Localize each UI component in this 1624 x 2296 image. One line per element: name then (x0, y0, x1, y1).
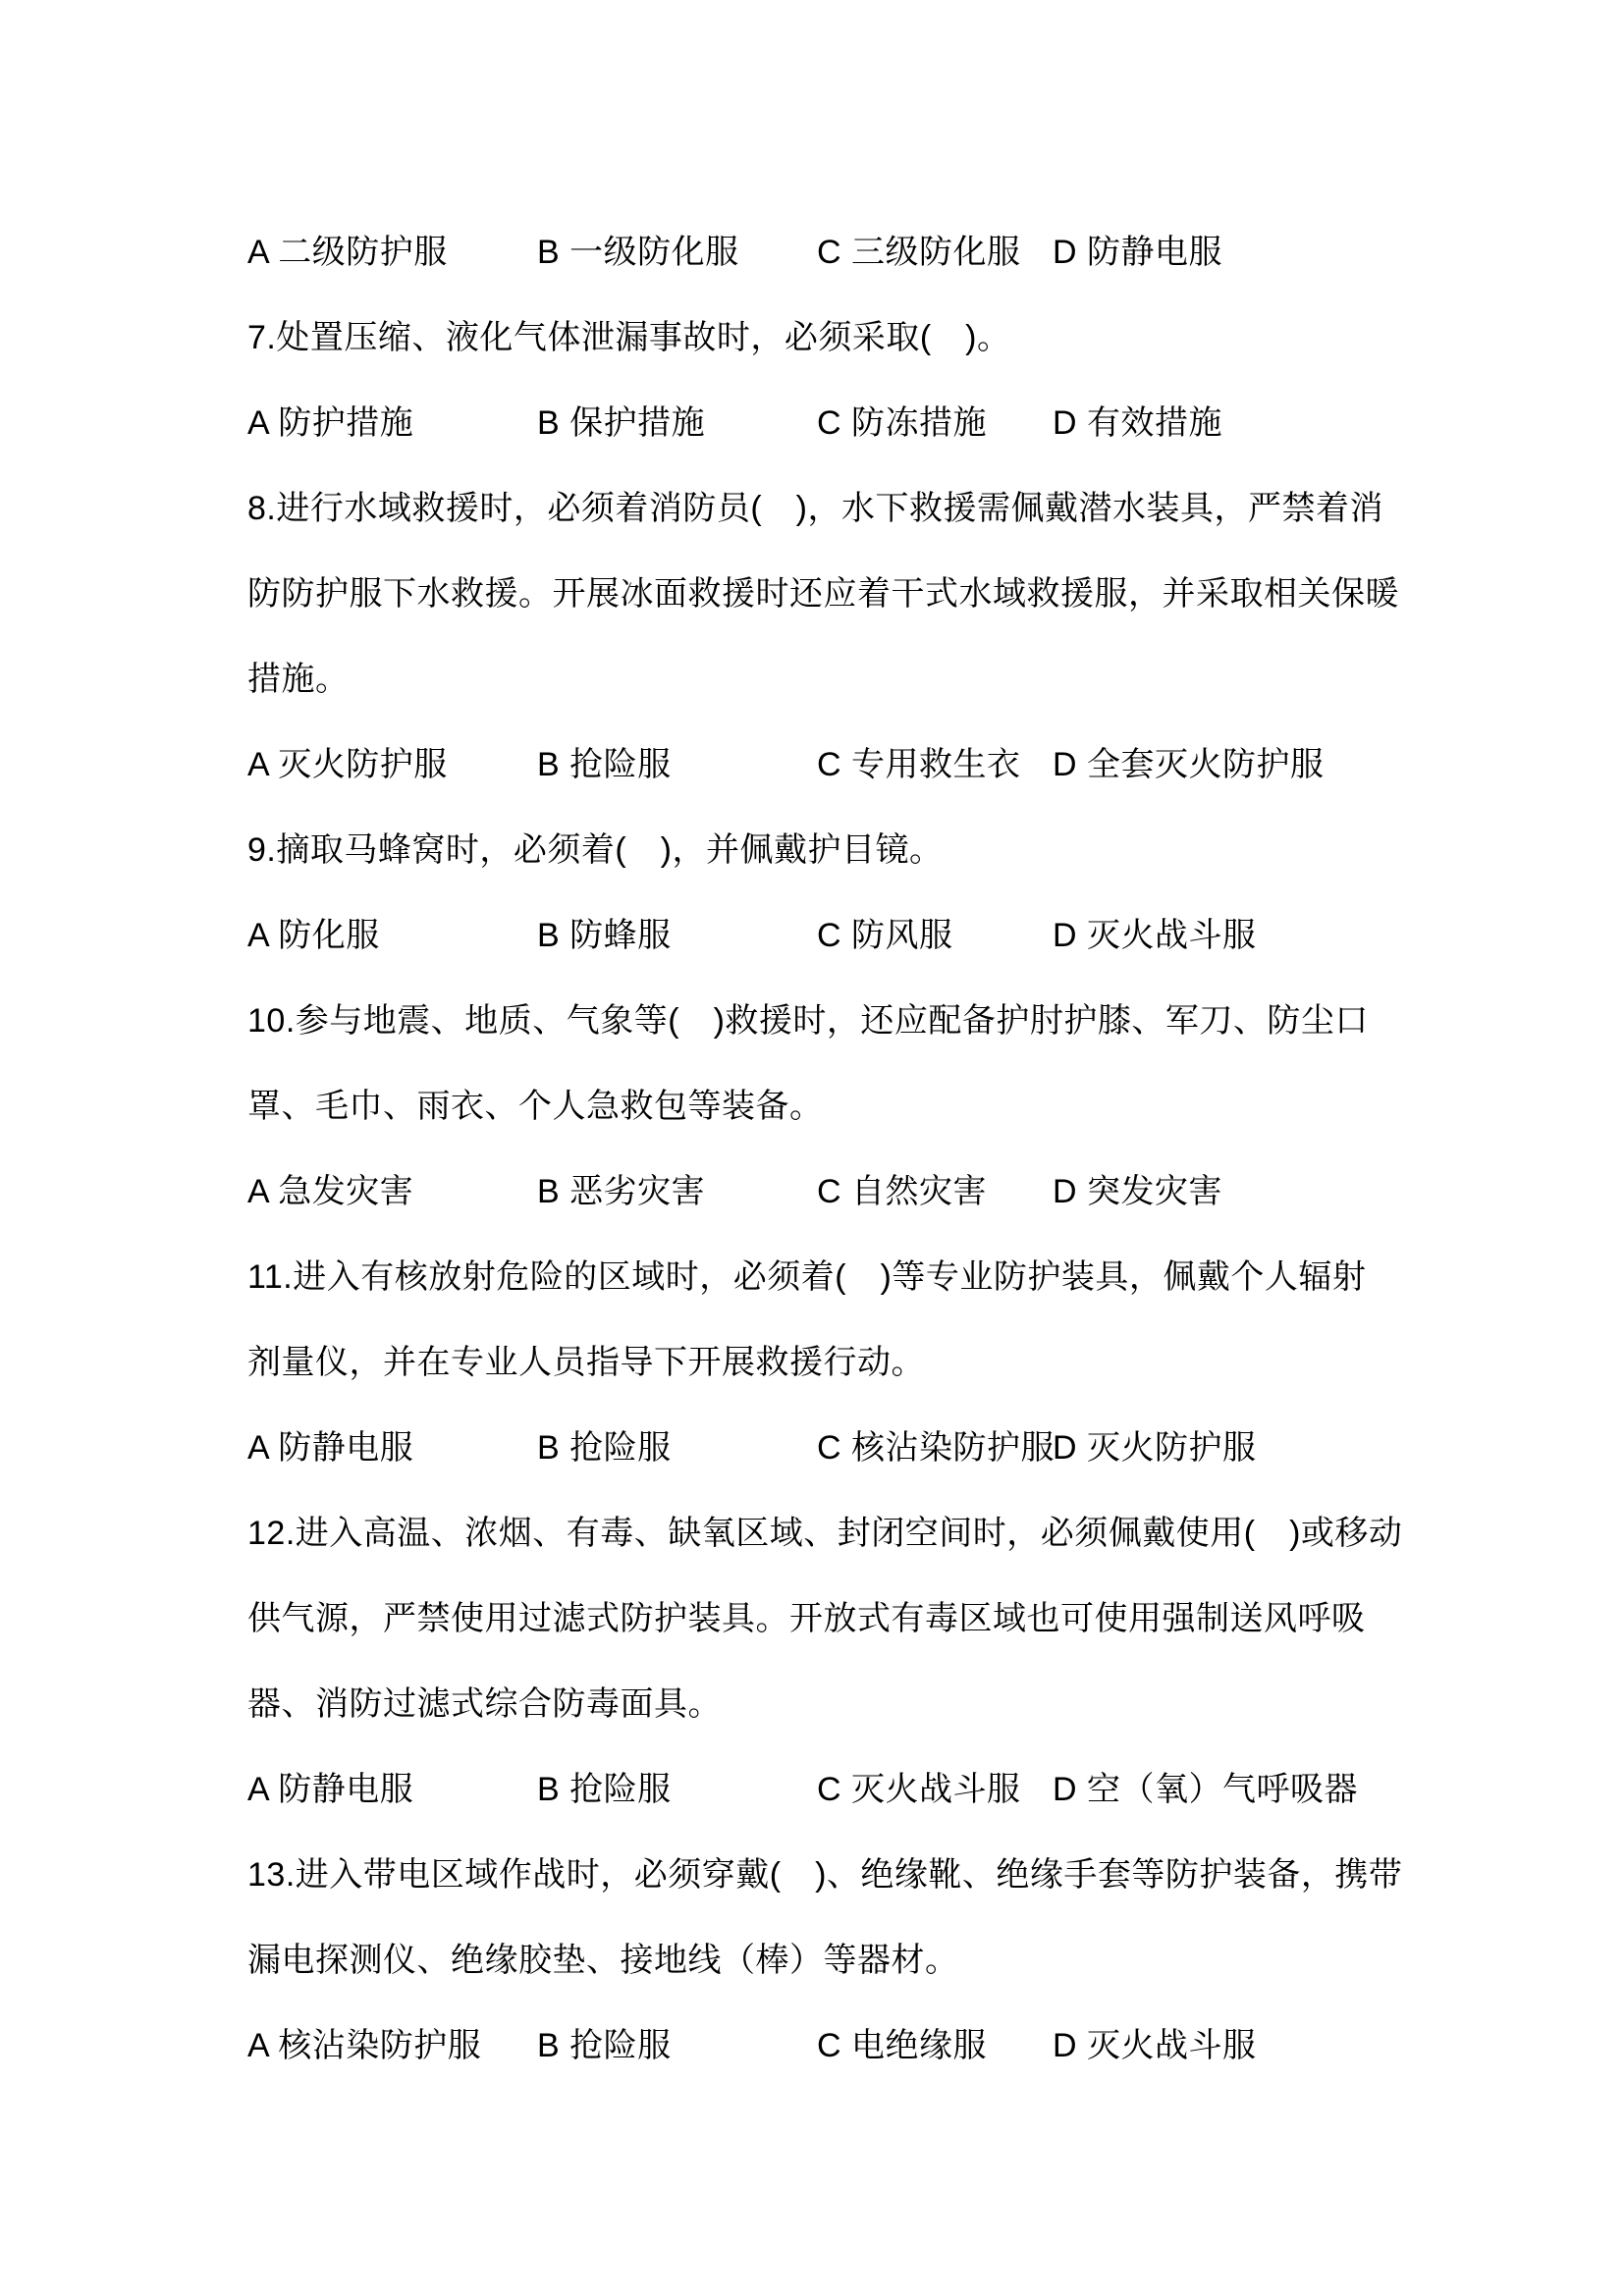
options-row-q9 (247, 893, 1585, 979)
question-text-line: 供气源，严禁使用过滤式防护装具。开放式有毒区域也可使用强制送风呼吸 (247, 1600, 1366, 1637)
question-text-line: 13.进入带电区域作战时，必须穿戴( )、绝缘靴、绝缘手套等防护装备，携带 (247, 1856, 1403, 1894)
option-c: C 专用救生衣 (817, 746, 1021, 783)
question-11-text-continued (247, 1320, 1585, 1406)
question-text-line: 9.摘取马蜂窝时，必须着( )，并佩戴护目镜。 (247, 831, 944, 869)
question-13-text (247, 1833, 1585, 1918)
option-c: C 核沾染防护服 (817, 1429, 1055, 1467)
options-row-q8 (247, 722, 1585, 808)
option-a: A 防护措施 (247, 404, 414, 442)
option-b: B 抢险服 (537, 1771, 672, 1808)
option-a: A 防静电服 (247, 1771, 414, 1808)
question-10-text (247, 979, 1585, 1064)
option-a: A 二级防护服 (247, 234, 448, 271)
question-text-line: 防防护服下水救援。开展冰面救援时还应着干式水域救援服，并采取相关保暖 (247, 575, 1399, 613)
question-12-text-continued-2 (247, 1662, 1585, 1747)
options-row-q13 (247, 2003, 1585, 2089)
option-d: D 灭火战斗服 (1053, 2027, 1257, 2064)
options-row-q7 (247, 381, 1585, 466)
options-row-q6 (247, 210, 1585, 295)
option-c: C 电绝缘服 (817, 2027, 987, 2064)
option-c: C 灭火战斗服 (817, 1771, 1021, 1808)
option-c: C 自然灾害 (817, 1173, 987, 1210)
option-c: C 防冻措施 (817, 404, 987, 442)
question-text-line: 12.进入高温、浓烟、有毒、缺氧区域、封闭空间时，必须佩戴使用( )或移动 (247, 1515, 1403, 1552)
option-d: D 突发灾害 (1053, 1173, 1222, 1210)
question-7-text (247, 295, 1585, 381)
question-text-line: 罩、毛巾、雨衣、个人急救包等装备。 (247, 1088, 824, 1125)
question-13-text-continued (247, 1918, 1585, 2003)
question-9-text (247, 808, 1585, 893)
option-b: B 抢险服 (537, 1429, 672, 1467)
option-d: D 灭火防护服 (1053, 1429, 1257, 1467)
option-d: D 灭火战斗服 (1053, 917, 1257, 954)
option-a: A 灭火防护服 (247, 746, 448, 783)
option-c: C 三级防化服 (817, 234, 1021, 271)
options-row-q10 (247, 1149, 1585, 1235)
question-text-line: 措施。 (247, 661, 350, 698)
question-12-text (247, 1491, 1585, 1576)
option-d: D 防静电服 (1053, 234, 1222, 271)
option-b: B 一级防化服 (537, 234, 739, 271)
options-row-q11 (247, 1406, 1585, 1491)
option-d: D 空（氧）气呼吸器 (1053, 1771, 1358, 1808)
question-12-text-continued (247, 1576, 1585, 1662)
option-b: B 恶劣灾害 (537, 1173, 706, 1210)
question-text-line: 漏电探测仪、绝缘胶垫、接地线（棒）等器材。 (247, 1942, 959, 1979)
question-11-text (247, 1235, 1585, 1320)
question-text-line: 7.处置压缩、液化气体泄漏事故时，必须采取( )。 (247, 319, 1011, 356)
question-8-text-continued-2 (247, 637, 1585, 722)
option-b: B 抢险服 (537, 2027, 672, 2064)
question-text-line: 8.进行水域救援时，必须着消防员( )，水下救援需佩戴潜水装具，严禁着消 (247, 490, 1383, 527)
option-a: A 急发灾害 (247, 1173, 414, 1210)
question-text-line: 器、消防过滤式综合防毒面具。 (247, 1685, 722, 1723)
options-row-q12 (247, 1747, 1585, 1833)
option-b: B 防蜂服 (537, 917, 672, 954)
option-a: A 防静电服 (247, 1429, 414, 1467)
option-b: B 保护措施 (537, 404, 706, 442)
option-c: C 防风服 (817, 917, 953, 954)
option-b: B 抢险服 (537, 746, 672, 783)
option-a: A 防化服 (247, 917, 380, 954)
option-a: A 核沾染防护服 (247, 2027, 482, 2064)
question-text-line: 剂量仪，并在专业人员指导下开展救援行动。 (247, 1344, 925, 1381)
option-d: D 有效措施 (1053, 404, 1222, 442)
option-d: D 全套灭火防护服 (1053, 746, 1325, 783)
question-8-text (247, 466, 1585, 552)
question-8-text-continued (247, 552, 1585, 637)
question-text-line: 10.参与地震、地质、气象等( )救援时，还应配备护肘护膝、军刀、防尘口 (247, 1002, 1369, 1040)
question-10-text-continued (247, 1064, 1585, 1149)
question-text-line: 11.进入有核放射危险的区域时，必须着( )等专业防护装具，佩戴个人辐射 (247, 1258, 1367, 1296)
